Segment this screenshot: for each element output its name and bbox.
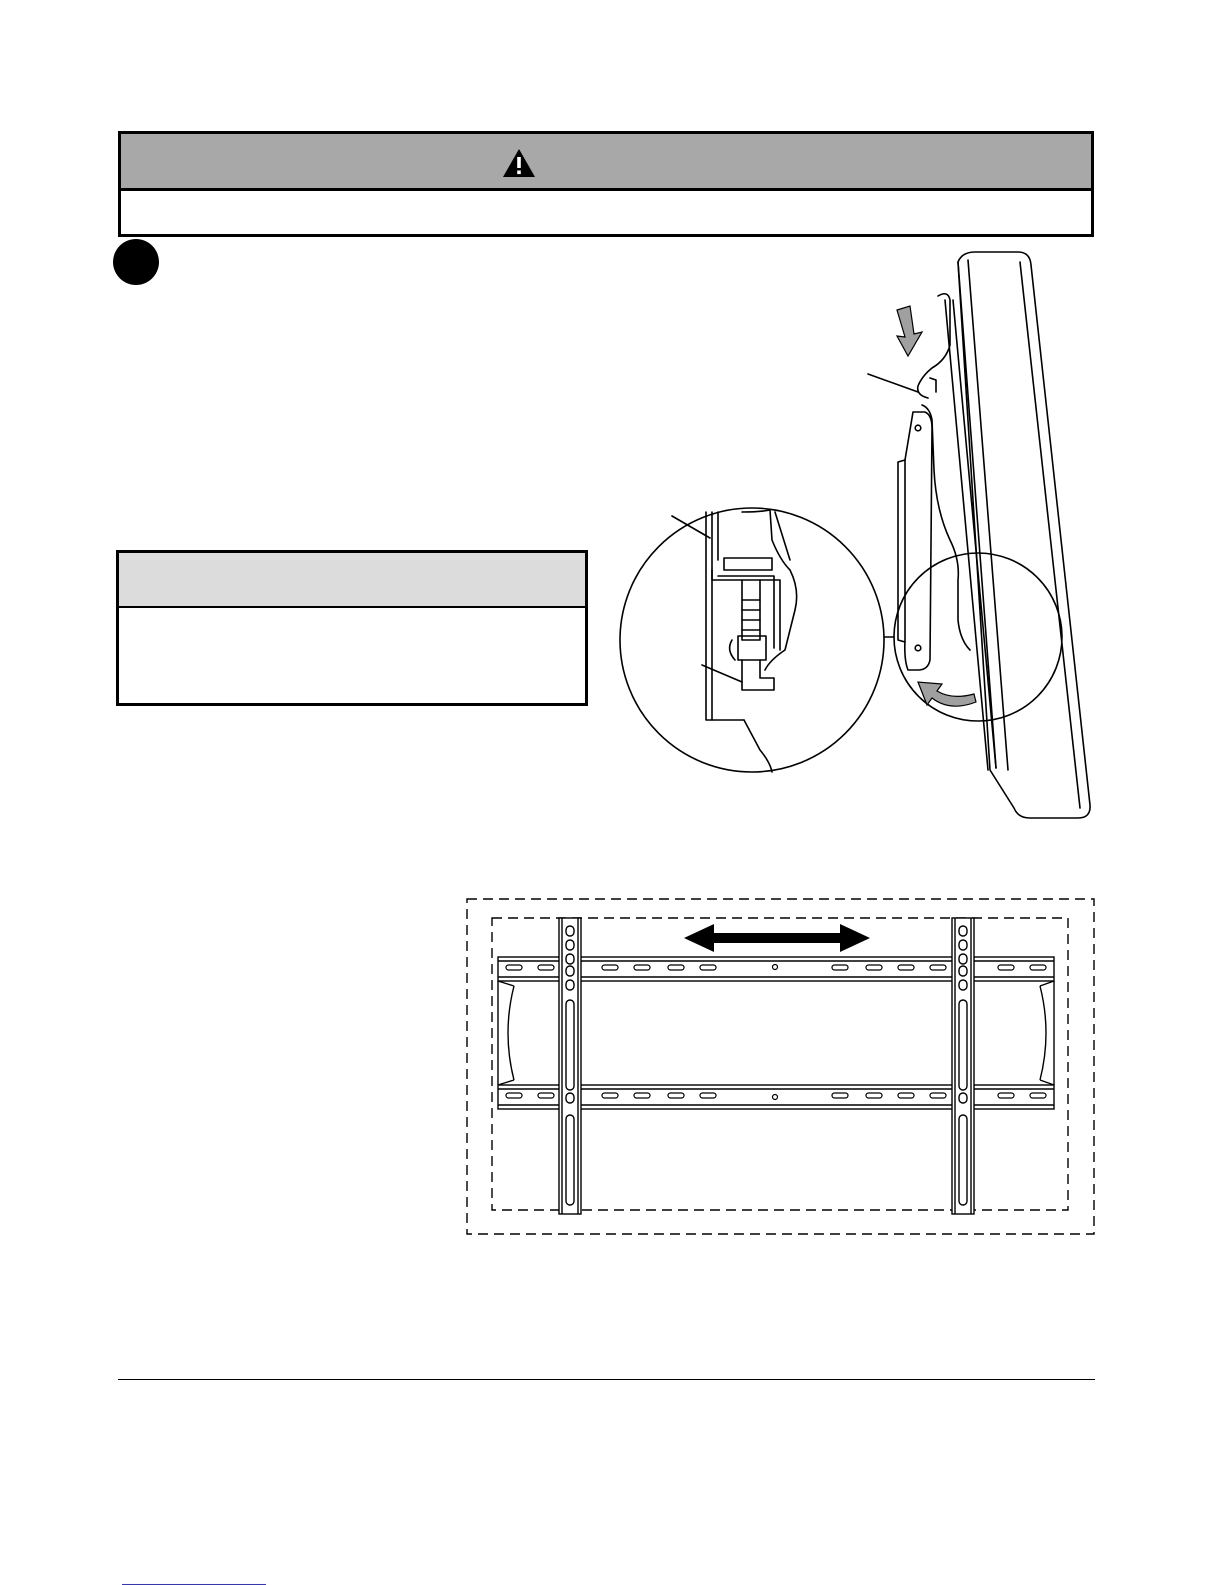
- left-vertical-bracket: [559, 918, 581, 1214]
- footer-rule: [118, 1379, 1095, 1380]
- right-curve: [1040, 986, 1046, 1080]
- double-horizontal-arrow-icon: [684, 924, 870, 952]
- left-curve: [508, 986, 514, 1080]
- right-vertical-bracket: [952, 918, 974, 1214]
